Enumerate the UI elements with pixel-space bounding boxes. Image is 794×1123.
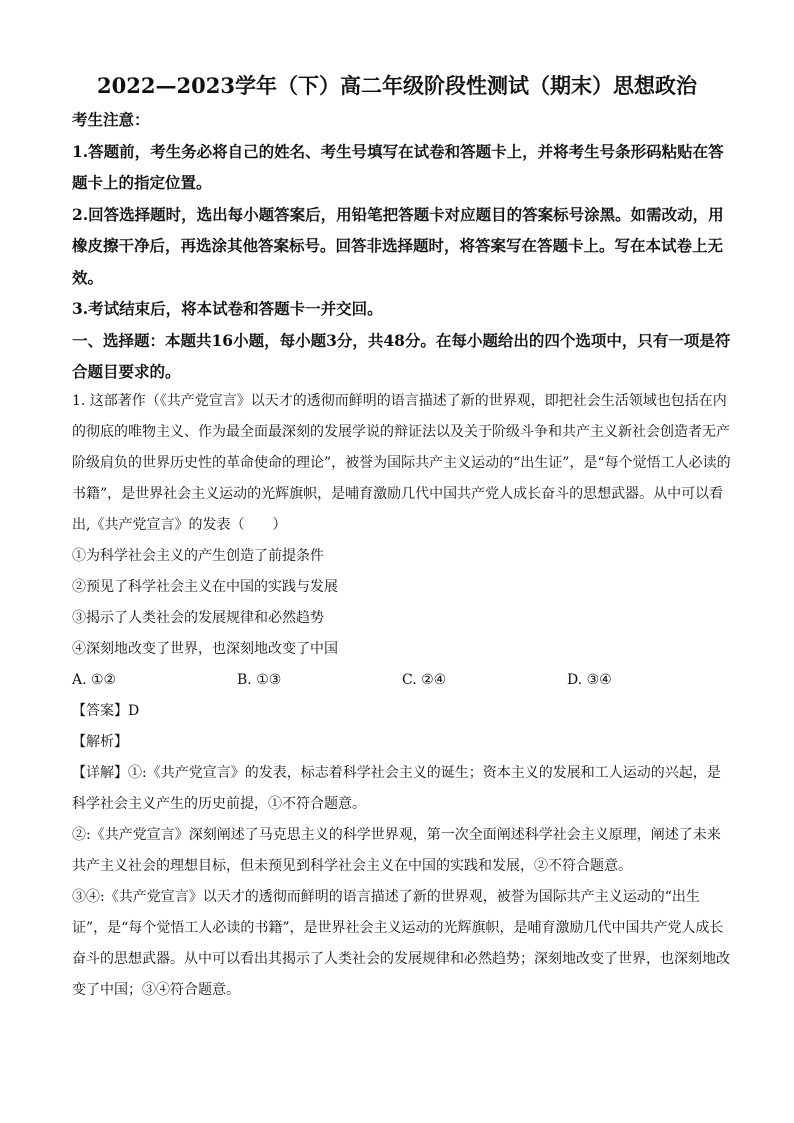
option-d: D. ③④ <box>567 672 612 688</box>
statement-1: ①为科学社会主义的产生创造了前提条件 <box>72 548 324 564</box>
explanation-3: ③④:《共产党宣言》以天才的透彻而鲜明的语言描述了新的世界观，被誉为国际共产主义运动的“出生证”，是“每个觉悟工人必读的书籍”，是世界社会主义运动的光辉旗帜，是哺育激励几代中国共产党人成长奋斗的思想武器。从中可以看出其揭示了人类社会的发展规律和必然趋势；深刻地改变了世界，也深刻地改变了中国；③④符合题意。 <box>72 889 730 998</box>
analysis-label: 【解析】 <box>72 734 128 750</box>
notice-item-2: 2.回答选择题时，选出每小题答案后，用铅笔把答题卡对应题目的答案标号涂黑。如需改动，用橡皮擦干净后，再选涂其他答案标号。回答非选择题时，将答案写在答题卡上。写在本试卷上无效。 <box>72 204 724 287</box>
option-a: A. ①② <box>72 672 117 688</box>
page-title: 2022—2023学年（下）高二年级阶段性测试（期末）思想政治 <box>97 73 697 98</box>
statement-3: ③揭示了人类社会的发展规律和必然趋势 <box>72 610 324 626</box>
answer-options <box>72 665 732 696</box>
notice-heading: 考生注意： <box>72 110 150 129</box>
option-b: B. ①③ <box>237 672 282 688</box>
explanation-1 <box>72 758 732 820</box>
question-1 <box>72 386 732 1006</box>
section-heading: 一、选择题：本题共16小题，每小题3分，共48分。在每小题给出的四个选项中，只有一项是符合题目要求的。 <box>72 330 731 381</box>
detail-label: 【详解】 <box>72 765 128 781</box>
statement-4: ④深刻地改变了世界，也深刻地改变了中国 <box>72 641 338 657</box>
notice-item-1: 1.答题前，考生务必将自己的姓名、考生号填写在试卷和答题卡上，并将考生号条形码粘贴在答题卡上的指定位置。 <box>72 141 724 192</box>
exam-notice <box>72 104 732 388</box>
question-stem: 1. 这部著作（《共产党宣言》以天才的透彻而鲜明的语言描述了新的世界观，即把社会生活领域也包括在内的彻底的唯物主义、作为最全面最深刻的发展学说的辩证法以及关于阶级斗争和共产主义新社会创造者无产阶级肩负的世界历史性的革命使命的理论”，被誉为国际共产主义运动的“出生证”，是“每个觉悟工人必读的书籍”，是世界社会主义运动的光辉旗帜，是哺育激励几代中国共产党人成长奋斗的思想武器。从中可以看出,《共产党宣言》的发表（ ） <box>72 393 731 533</box>
answer-label: 【答案】D <box>72 703 140 719</box>
explanation-2: ②:《共产党宣言》深刻阐述了马克思主义的科学世界观，第一次全面阐述科学社会主义原理，阐述了未来共产主义社会的理想目标，但未预见到科学社会主义在中国的实践和发展，②不符合题意。 <box>72 827 721 874</box>
option-c: C. ②④ <box>402 672 447 688</box>
statement-2: ②预见了科学社会主义在中国的实践与发展 <box>72 579 338 595</box>
explanation-1-text: ①:《共产党宣言》的发表，标志着科学社会主义的诞生；资本主义的发展和工人运动的兴起，是科学社会主义产生的历史前提，①不符合题意。 <box>72 765 721 812</box>
notice-item-3: 3.考试结束后，将本试卷和答题卡一并交回。 <box>72 299 383 318</box>
